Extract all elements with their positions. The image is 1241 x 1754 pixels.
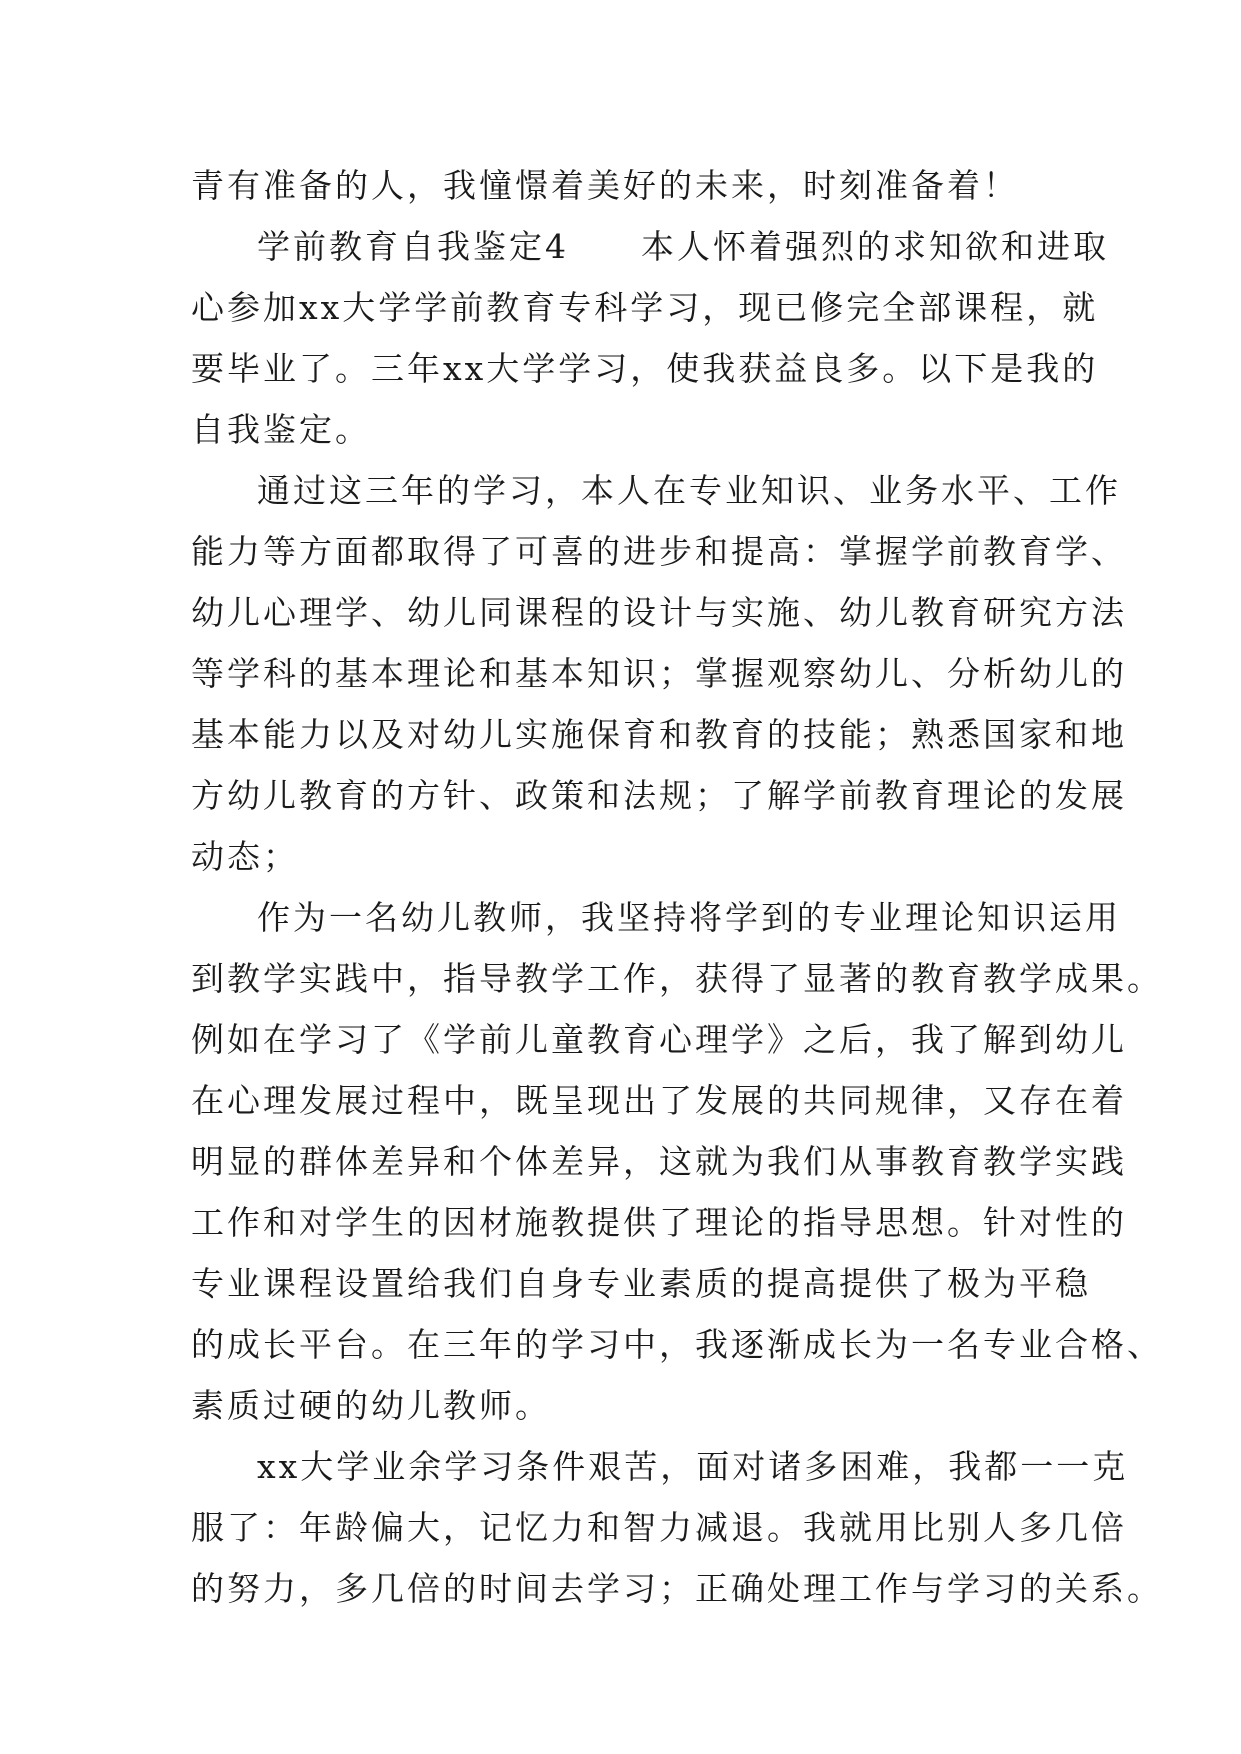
text-line: 例如在学习了《学前儿童教育心理学》之后，我了解到幼儿: [191, 1020, 1127, 1059]
text-line: 青有准备的人，我憧憬着美好的未来，时刻准备着！: [191, 166, 1019, 205]
text-line: 动态；: [191, 837, 299, 876]
text-line: 在心理发展过程中，既呈现出了发展的共同规律，又存在着: [191, 1081, 1127, 1120]
text-line: 工作和对学生的因材施教提供了理论的指导思想。针对性的: [191, 1203, 1127, 1242]
text-line: 通过这三年的学习，本人在专业知识、业务水平、工作: [257, 471, 1121, 510]
text-line: 等学科的基本理论和基本知识；掌握观察幼儿、分析幼儿的: [191, 654, 1127, 693]
text-line: 素质过硬的幼儿教师。: [191, 1386, 551, 1425]
text-line: 心参加xx大学学前教育专科学习，现已修完全部课程，就: [191, 288, 1099, 327]
document-body: [191, 155, 1163, 1619]
text-line: 的努力，多几倍的时间去学习；正确处理工作与学习的关系。: [191, 1569, 1163, 1608]
text-line: 专业课程设置给我们自身专业素质的提高提供了极为平稳: [191, 1264, 1091, 1303]
text-line: 的成长平台。在三年的学习中，我逐渐成长为一名专业合格、: [191, 1325, 1163, 1364]
text-line: 能力等方面都取得了可喜的进步和提高：掌握学前教育学、: [191, 532, 1127, 571]
text-line: 学前教育自我鉴定4 本人怀着强烈的求知欲和进取: [257, 227, 1109, 266]
text-line: 方幼儿教育的方针、政策和法规；了解学前教育理论的发展: [191, 776, 1127, 815]
text-line: 明显的群体差异和个体差异，这就为我们从事教育教学实践: [191, 1142, 1127, 1181]
text-line: xx大学业余学习条件艰苦，面对诸多困难，我都一一克: [257, 1447, 1129, 1486]
text-line: 自我鉴定。: [191, 410, 371, 449]
text-line: 服了：年龄偏大，记忆力和智力减退。我就用比别人多几倍: [191, 1508, 1127, 1547]
text-line: 作为一名幼儿教师，我坚持将学到的专业理论知识运用: [257, 898, 1121, 937]
text-line: 到教学实践中，指导教学工作，获得了显著的教育教学成果。: [191, 959, 1163, 998]
text-line: 幼儿心理学、幼儿同课程的设计与实施、幼儿教育研究方法: [191, 593, 1127, 632]
text-line: 要毕业了。三年xx大学学习，使我获益良多。以下是我的: [191, 349, 1099, 388]
text-line: 基本能力以及对幼儿实施保育和教育的技能；熟悉国家和地: [191, 715, 1127, 754]
